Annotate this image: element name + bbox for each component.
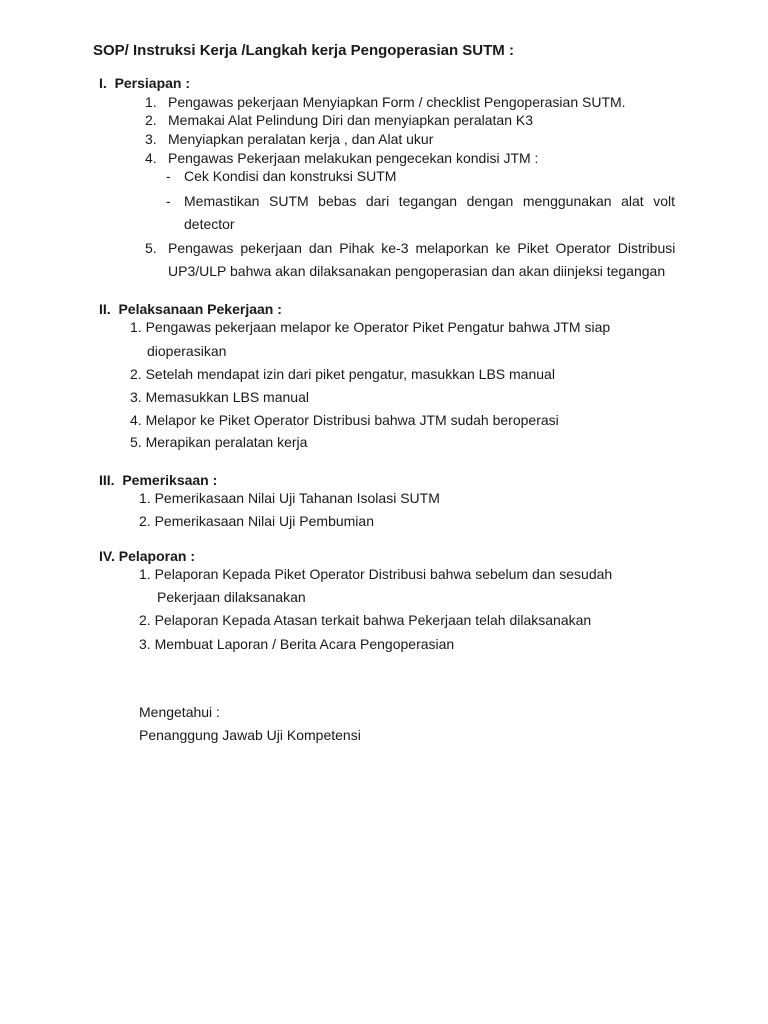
- list-item: 5. Merapikan peralatan kerja: [130, 434, 308, 450]
- section-title: Pemeriksaan :: [122, 472, 218, 488]
- list-number: 5.: [145, 240, 157, 256]
- sub-list-dash: -: [166, 168, 171, 184]
- section-number: IV.: [99, 548, 115, 564]
- list-item: 4. Melapor ke Piket Operator Distribusi bahwa JTM sudah beroperasi: [130, 412, 559, 428]
- list-number: 2.: [145, 112, 157, 128]
- list-item-continuation: dioperasikan: [147, 343, 227, 359]
- list-item: Pengawas Pekerjaan melakukan pengecekan kondisi JTM :: [168, 150, 539, 166]
- signature-role: Penanggung Jawab Uji Kompetensi: [139, 727, 361, 743]
- list-item: 1. Pemerikasaan Nilai Uji Tahanan Isolasi SUTM: [139, 490, 440, 506]
- list-number: 4.: [145, 150, 157, 166]
- document-title: SOP/ Instruksi Kerja /Langkah kerja Pengoperasian SUTM :: [93, 42, 514, 59]
- list-item-continuation: UP3/ULP bahwa akan dilaksanakan pengoperasian dan akan diinjeksi tegangan: [168, 263, 666, 279]
- section-persiapan-heading: [99, 75, 190, 91]
- sub-list-item: Memastikan SUTM bebas dari tegangan dengan menggunakan alat volt: [184, 193, 675, 209]
- section-number: I.: [99, 75, 107, 91]
- list-item: 2. Pemerikasaan Nilai Uji Pembumian: [139, 513, 374, 529]
- list-item: Memakai Alat Pelindung Diri dan menyiapkan peralatan K3: [168, 112, 533, 128]
- list-item: Pengawas pekerjaan Menyiapkan Form / checklist Pengoperasian SUTM.: [168, 94, 626, 110]
- list-item: 3. Memasukkan LBS manual: [130, 389, 309, 405]
- section-title: Persiapan :: [114, 75, 191, 91]
- list-item: 2. Setelah mendapat izin dari piket pengatur, masukkan LBS manual: [130, 366, 555, 382]
- list-number: 1.: [145, 94, 157, 110]
- section-title: Pelaporan :: [118, 548, 195, 564]
- list-item-continuation: Pekerjaan dilaksanakan: [157, 589, 306, 605]
- section-title: Pelaksanaan Pekerjaan :: [118, 301, 282, 317]
- sub-list-item-continuation: detector: [184, 216, 235, 232]
- section-number: II.: [99, 301, 111, 317]
- list-item: 1. Pelaporan Kepada Piket Operator Distribusi bahwa sebelum dan sesudah: [139, 566, 613, 582]
- list-item: Menyiapkan peralatan kerja , dan Alat ukur: [168, 131, 434, 147]
- section-number: III.: [99, 472, 115, 488]
- sub-list-dash: -: [166, 193, 171, 209]
- sub-list-item: Cek Kondisi dan konstruksi SUTM: [184, 168, 397, 184]
- list-item: 1. Pengawas pekerjaan melapor ke Operator Piket Pengatur bahwa JTM siap: [130, 319, 611, 335]
- signature-label: Mengetahui :: [139, 704, 220, 720]
- list-item: 2. Pelaporan Kepada Atasan terkait bahwa Pekerjaan telah dilaksanakan: [139, 612, 592, 628]
- list-item: 3. Membuat Laporan / Berita Acara Pengoperasian: [139, 636, 455, 652]
- list-item: Pengawas pekerjaan dan Pihak ke-3 melaporkan ke Piket Operator Distribusi: [168, 240, 676, 256]
- section-pelaksanaan-heading: [99, 301, 282, 317]
- section-pemeriksaan-heading: [99, 472, 217, 488]
- list-number: 3.: [145, 131, 157, 147]
- section-pelaporan-heading: [99, 548, 195, 564]
